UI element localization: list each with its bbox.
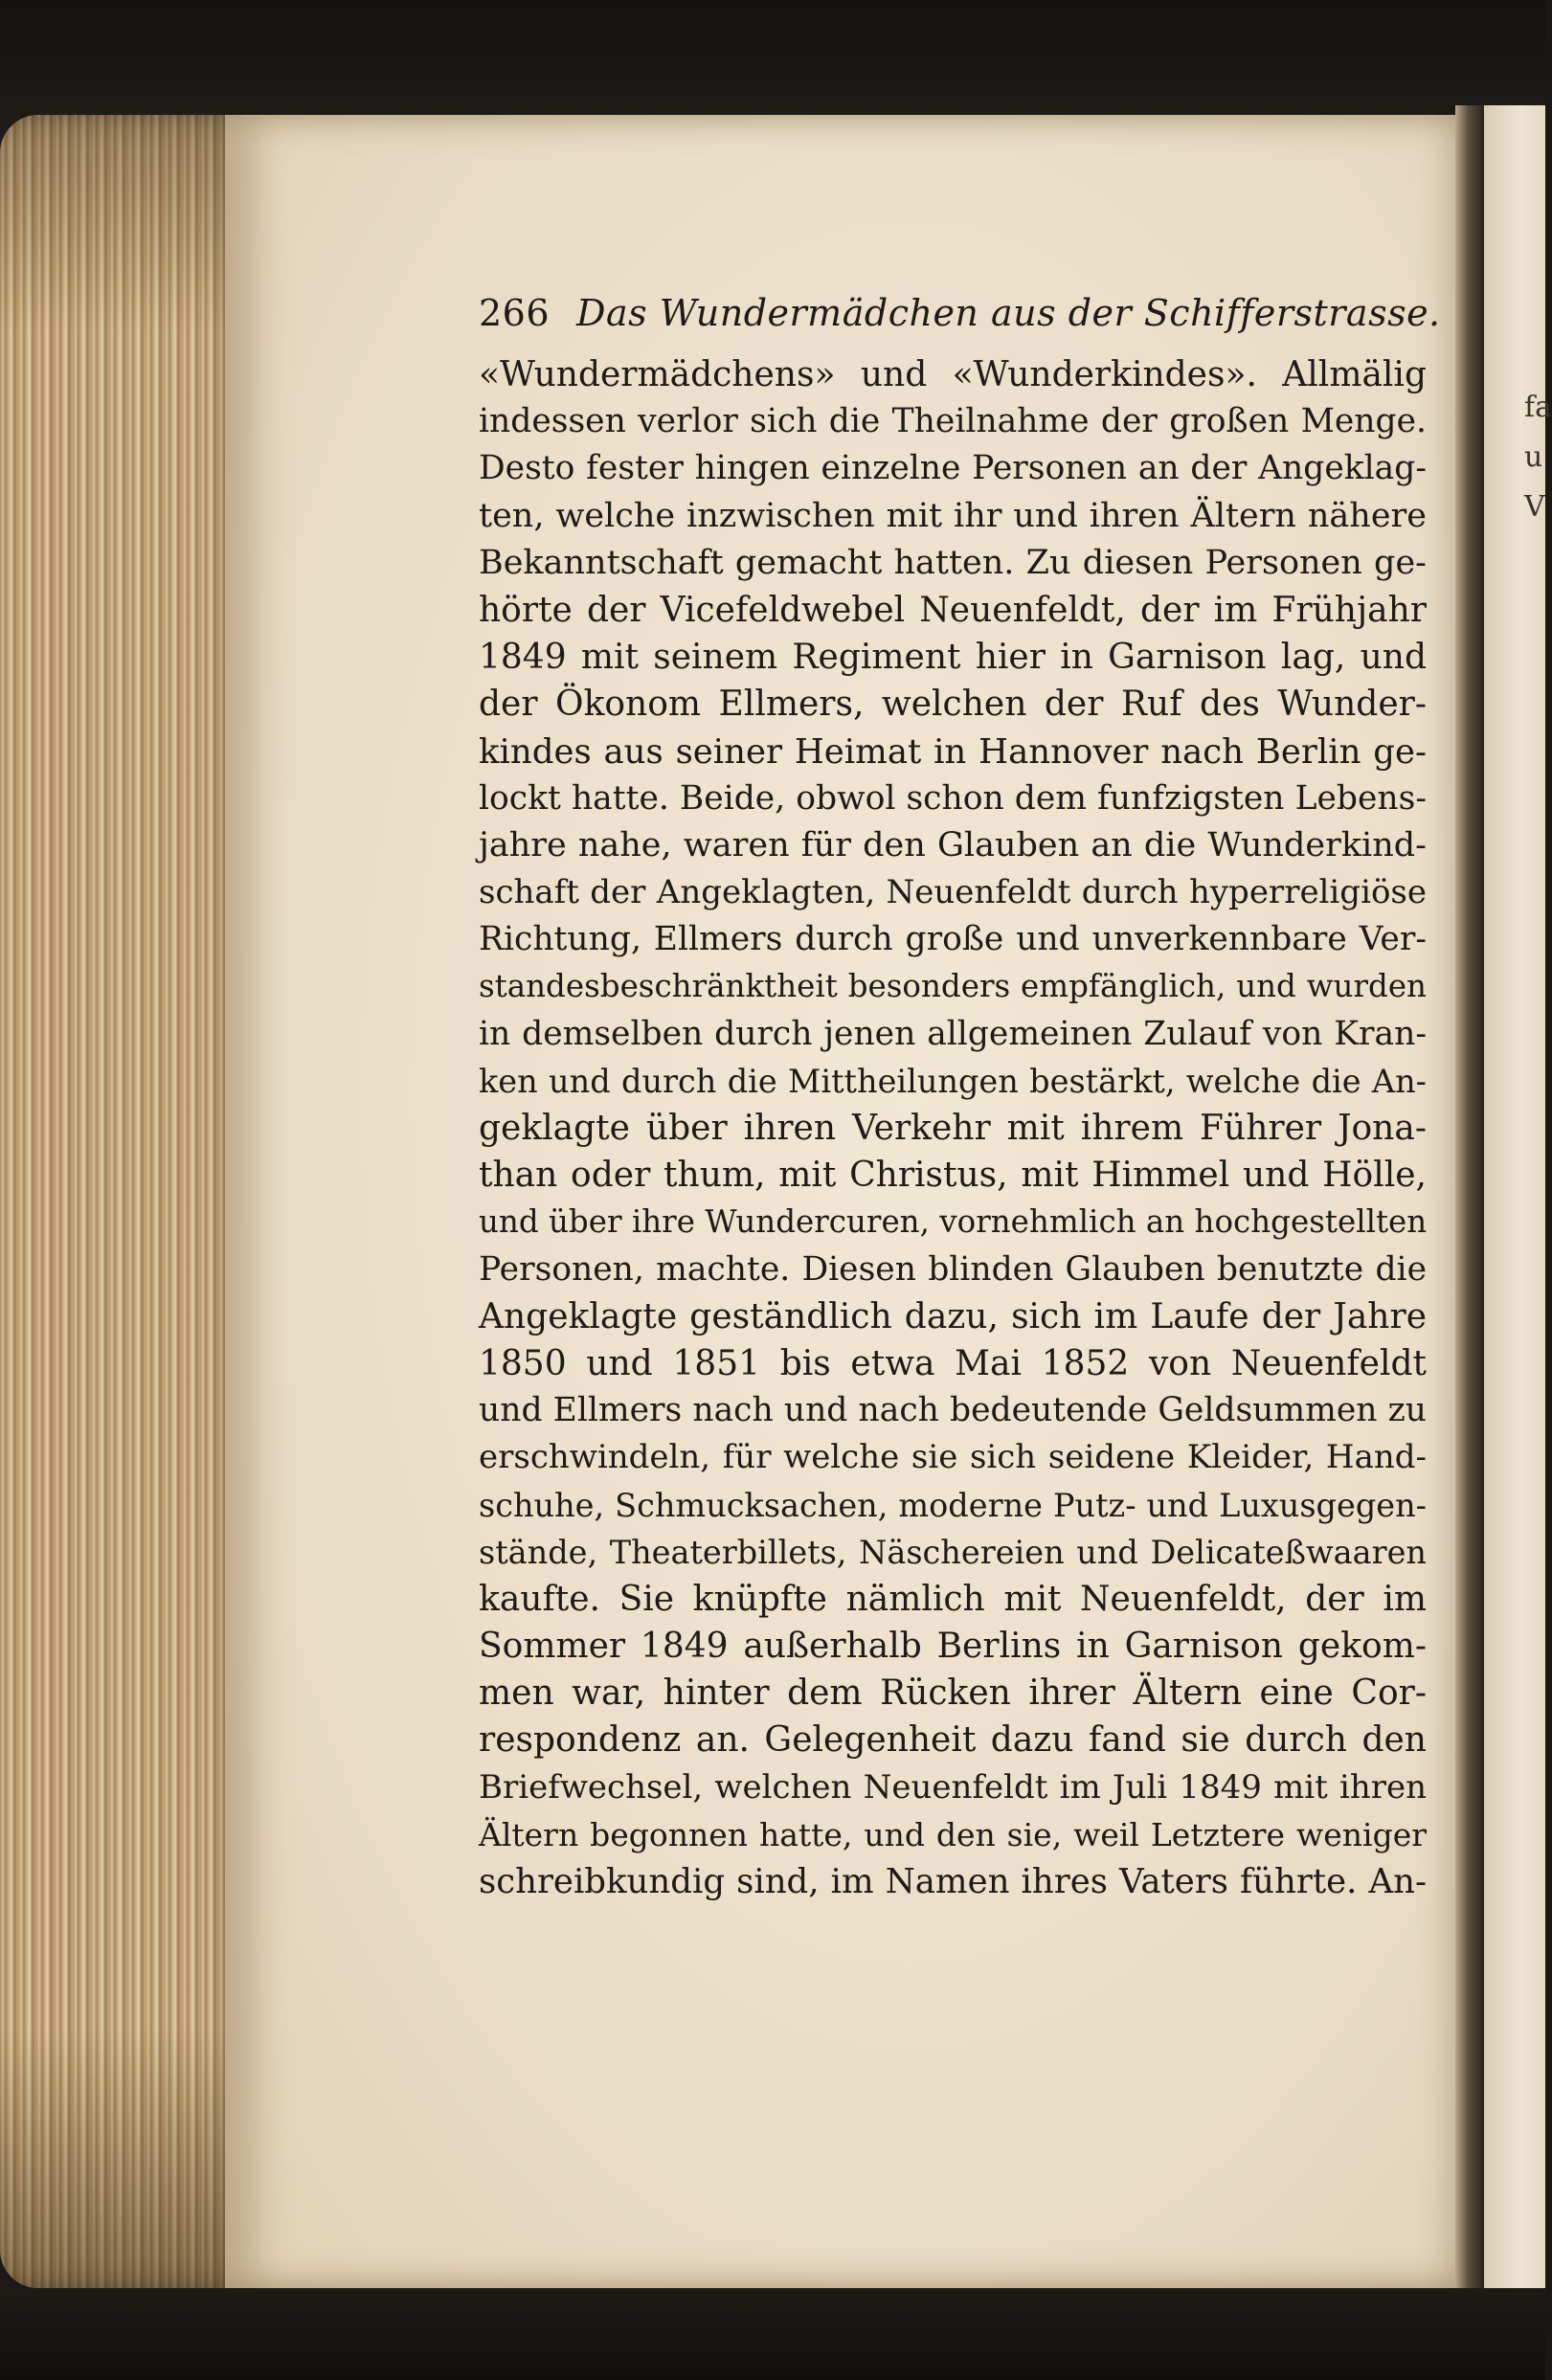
text-line: Richtung, Ellmers durch große und unverkennbare Ver-: [479, 920, 1427, 959]
text-line: Bekanntschaft gemacht hatten. Zu diesen Personen ge-: [479, 543, 1427, 582]
body-text: [479, 351, 1427, 1905]
scan-background-bottom: [0, 2288, 1545, 2380]
text-line: 1849 mit seinem Regiment hier in Garnison lag, und: [479, 638, 1427, 678]
text-line: men war, hinter dem Rücken ihrer Ältern eine Cor-: [479, 1673, 1427, 1714]
text-line: in demselben durch jenen allgemeinen Zulauf von Kran-: [479, 1014, 1427, 1053]
page-text-block: [479, 292, 1441, 1905]
text-line: ken und durch die Mittheilungen bestärkt, welche die An-: [479, 1062, 1427, 1100]
facing-page-fragment: V: [1524, 490, 1545, 524]
text-line: kaufte. Sie knüpfte nämlich mit Neuenfeldt, der im: [479, 1579, 1427, 1619]
facing-page-fragment: fa: [1524, 391, 1552, 424]
text-line: hörte der Vicefeldwebel Neuenfeldt, der im Frühjahr: [479, 590, 1427, 630]
text-line: respondenz an. Gelegenheit dazu fand sie durch den: [479, 1720, 1427, 1761]
book-gutter: [1455, 105, 1484, 2307]
text-line: und über ihre Wundercuren, vornehmlich an hochgestellten: [479, 1203, 1428, 1241]
facing-page-text-fragments: [1524, 383, 1552, 532]
text-line: 1850 und 1851 bis etwa Mai 1852 von Neuenfeldt: [479, 1343, 1427, 1383]
text-line: Angeklagte geständlich dazu, sich im Laufe der Jahre: [479, 1296, 1427, 1336]
text-line: stände, Theaterbillets, Näschereien und Delicateßwaaren: [479, 1533, 1427, 1571]
text-line: Desto fester hingen einzelne Personen an der Angeklag-: [479, 449, 1427, 488]
running-head-title: Das Wundermädchen aus der Schifferstrasse.: [576, 292, 1441, 334]
text-line: schaft der Angeklagten, Neuenfeldt durch hyperreligiöse: [479, 873, 1427, 912]
text-line: schuhe, Schmucksachen, moderne Putz- und Luxusgegen-: [479, 1486, 1427, 1524]
text-line: jahre nahe, waren für den Glauben an die Wunderkind-: [479, 825, 1427, 864]
text-line: geklagte über ihren Verkehr mit ihrem Führer Jona-: [479, 1109, 1427, 1148]
page-edges-shade: [0, 115, 249, 2288]
text-line: Sommer 1849 außerhalb Berlins in Garnison gekom-: [479, 1627, 1427, 1667]
text-line: schreibkundig sind, im Namen ihres Vaters führte. An-: [479, 1862, 1427, 1901]
text-line: kindes aus seiner Heimat in Hannover nach Berlin ge-: [479, 731, 1427, 772]
text-line: Ältern begonnen hatte, und den sie, weil Letztere weniger: [479, 1815, 1427, 1853]
running-head: [479, 292, 1441, 349]
text-line: und Ellmers nach und nach bedeutende Geldsummen zu: [479, 1391, 1427, 1430]
text-line: Briefwechsel, welchen Neuenfeldt im Juli 1849 mit ihren: [479, 1767, 1427, 1807]
text-line: Personen, machte. Diesen blinden Glauben benutzte die: [479, 1249, 1427, 1289]
text-line: der Ökonom Ellmers, welchen der Ruf des Wunder-: [479, 685, 1427, 725]
text-line: indessen verlor sich die Theilnahme der großen Menge.: [479, 402, 1427, 441]
text-line: lockt hatte. Beide, obwol schon dem funfzigsten Lebens-: [479, 778, 1427, 818]
facing-page-fragment: u: [1524, 440, 1543, 474]
text-line: «Wundermädchens» und «Wunderkindes». Allmälig: [479, 355, 1427, 394]
text-line: erschwindeln, für welche sie sich seidene Kleider, Hand-: [479, 1438, 1427, 1477]
text-line: than oder thum, mit Christus, mit Himmel und Hölle,: [479, 1156, 1427, 1196]
text-line: ten, welche inzwischen mit ihr und ihren Ältern nähere: [479, 496, 1427, 535]
page-number: 266: [479, 292, 551, 334]
text-line: standesbeschränktheit besonders empfänglich, und wurden: [479, 968, 1427, 1005]
